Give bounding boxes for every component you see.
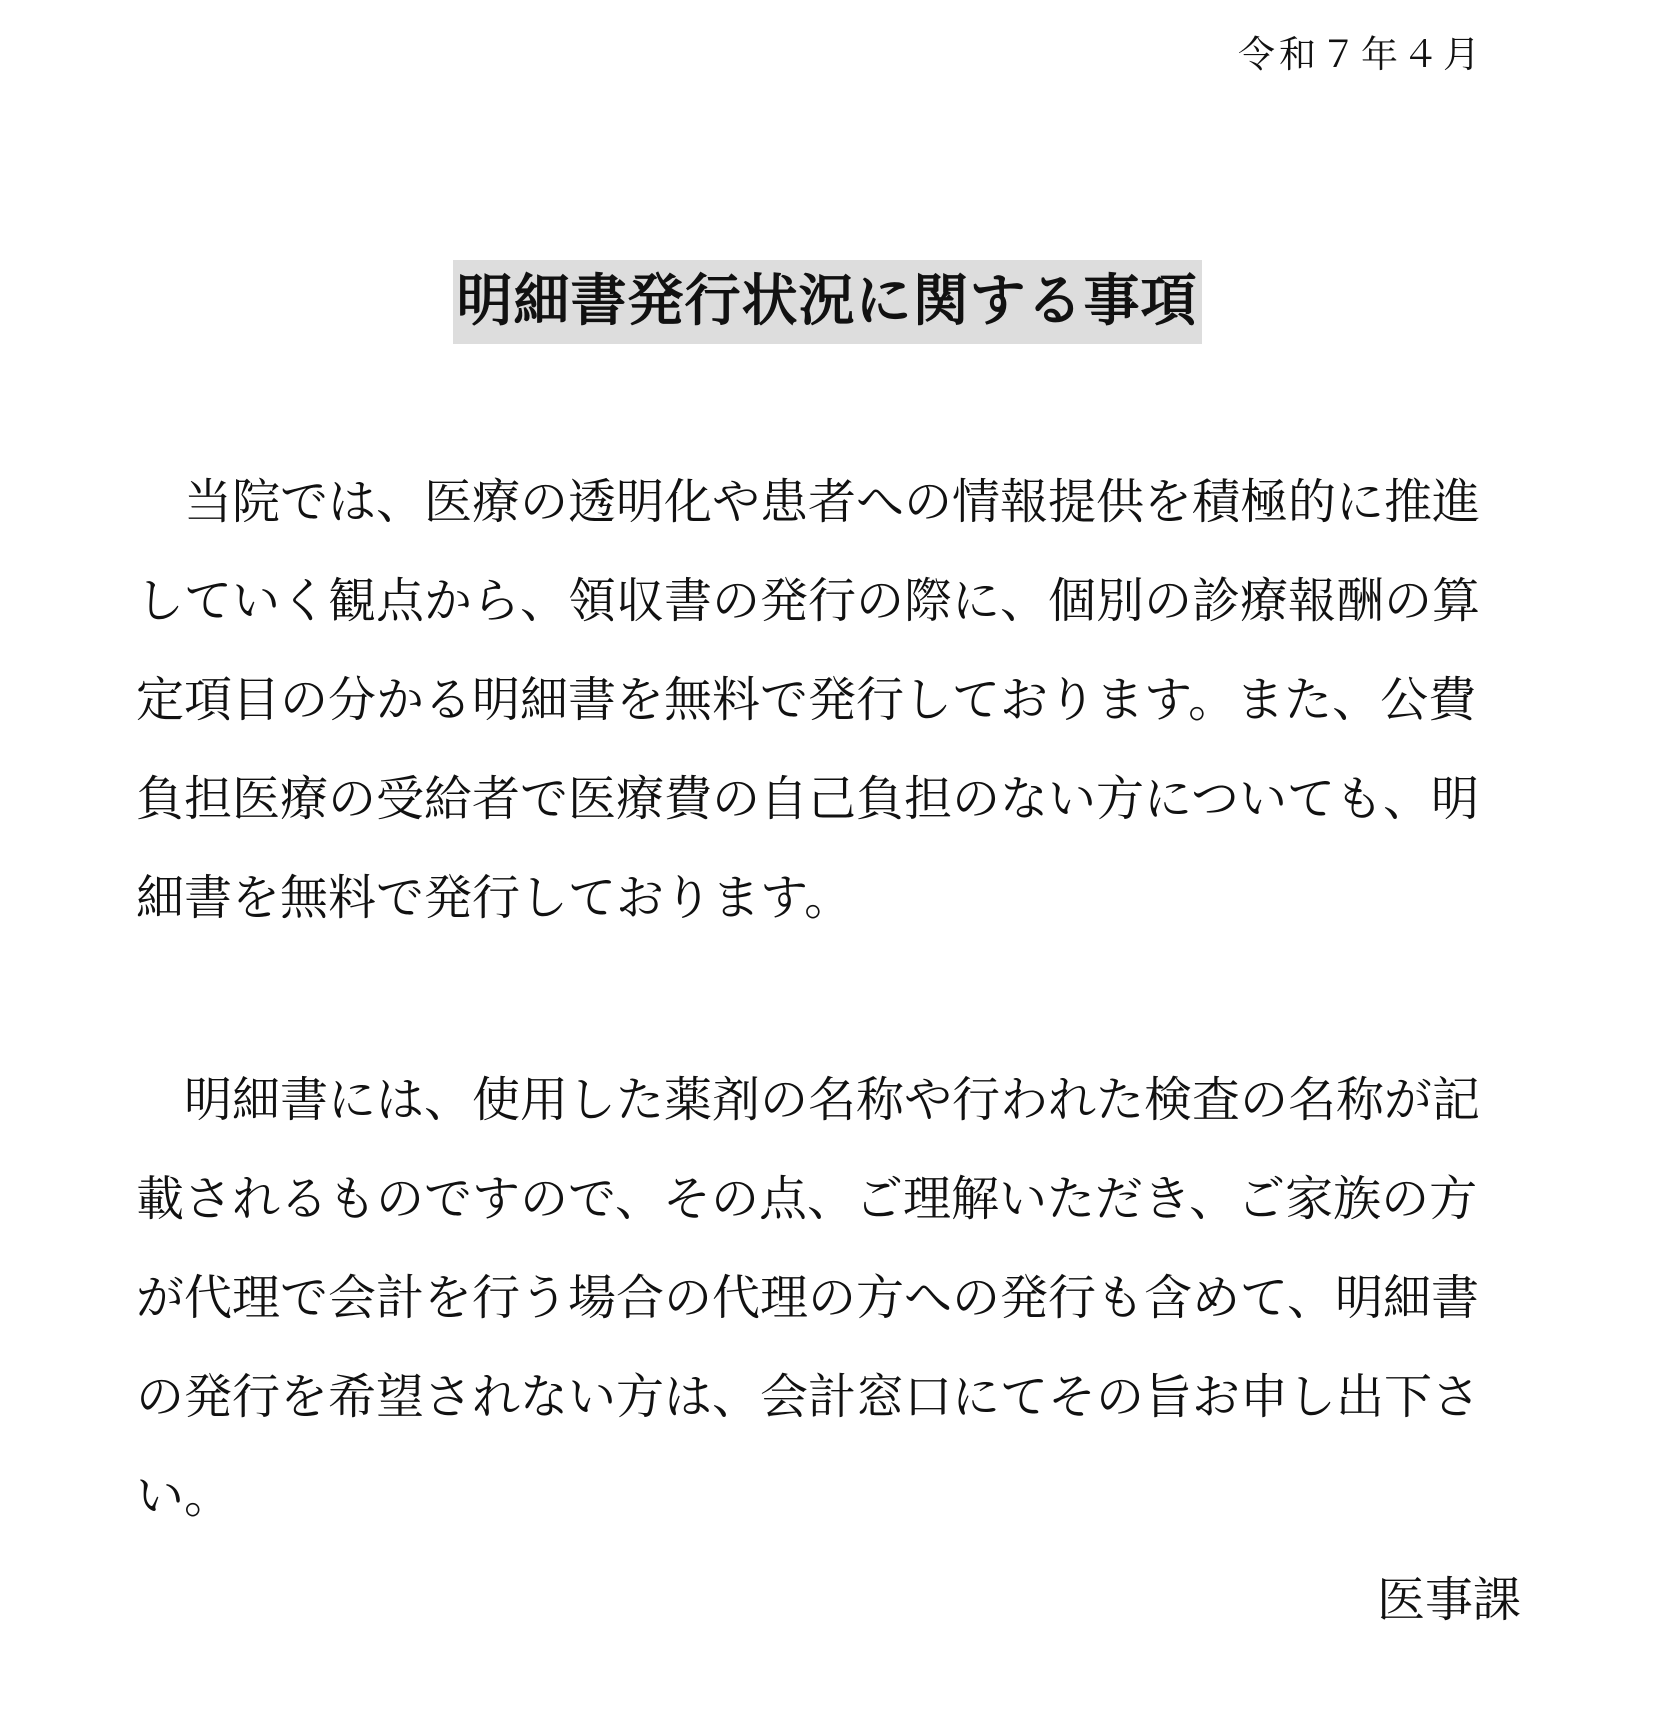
paragraph-line: 載されるものですので、その点、ご理解いただき、ご家族の方 bbox=[136, 1171, 1478, 1227]
paragraph-line: の発行を希望されない方は、会計窓口にてその旨お申し出下さ bbox=[136, 1369, 1481, 1425]
paragraph-line: が代理で会計を行う場合の代理の方への発行も含めて、明細書 bbox=[136, 1270, 1480, 1326]
title-container bbox=[0, 260, 1654, 344]
paragraph-line: 細書を無料で発行しております。 bbox=[136, 870, 853, 926]
paragraph-line: 定項目の分かる明細書を無料で発行しております。また、公費 bbox=[136, 672, 1477, 728]
department-signature: 医事課 bbox=[1376, 1572, 1521, 1628]
paragraph-line: していく観点から、領収書の発行の際に、個別の診療報酬の算 bbox=[136, 573, 1481, 629]
paragraph-opt-out bbox=[136, 1051, 1526, 1546]
paragraph-line: 当院では、医療の透明化や患者への情報提供を積極的に推進 bbox=[184, 474, 1481, 530]
paragraph-line: 負担医療の受給者で医療費の自己負担のない方についても、明 bbox=[136, 771, 1480, 827]
paragraph-line: 明細書には、使用した薬剤の名称や行われた検査の名称が記 bbox=[184, 1072, 1481, 1128]
issue-date: 令和７年４月 bbox=[1238, 33, 1484, 76]
paragraph-disclosure bbox=[136, 453, 1526, 948]
paragraph-line: い。 bbox=[136, 1468, 233, 1524]
page-title: 明細書発行状況に関する事項 bbox=[453, 260, 1202, 344]
